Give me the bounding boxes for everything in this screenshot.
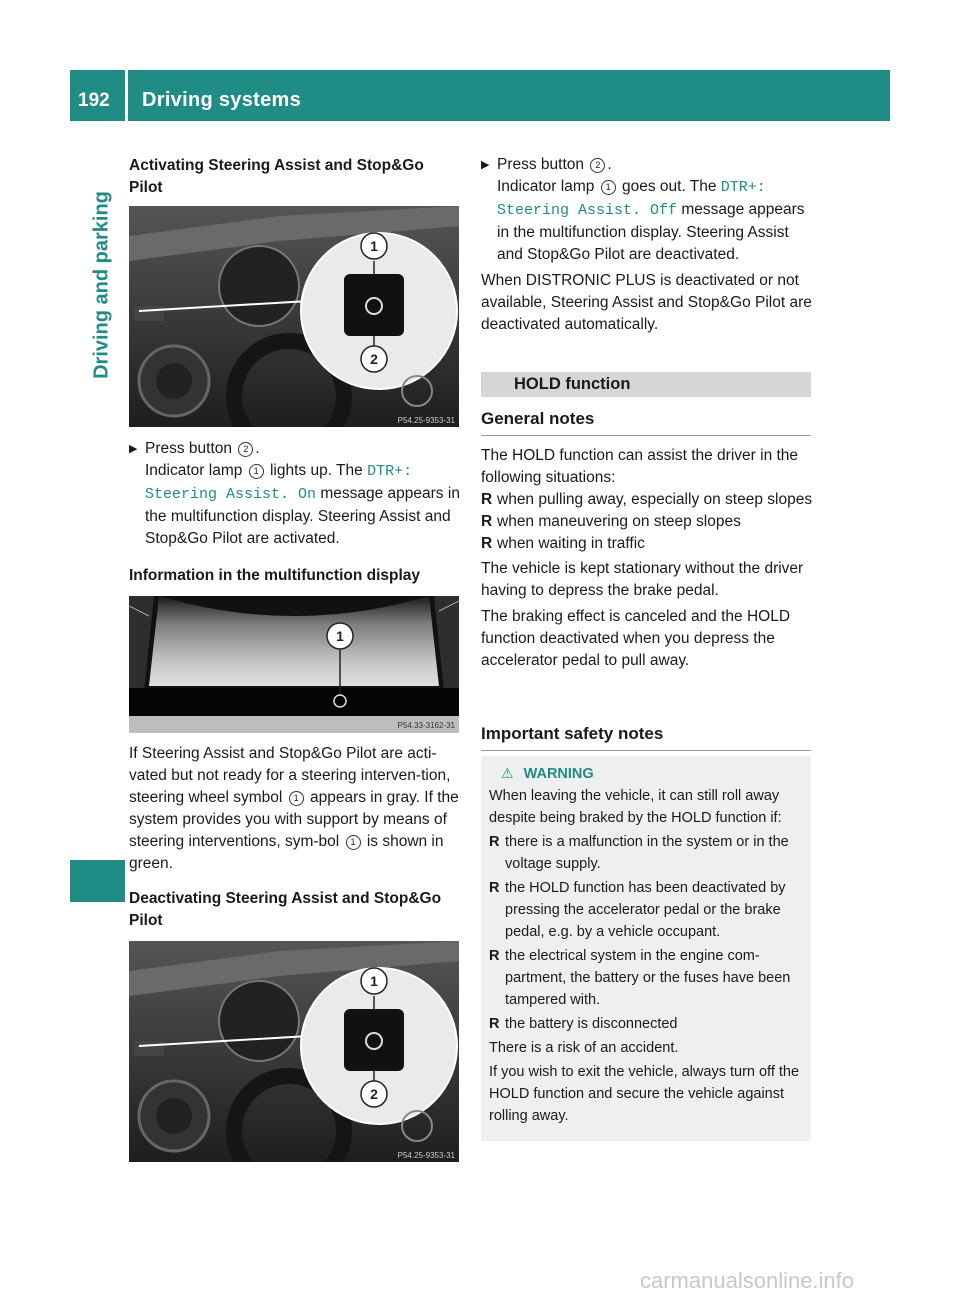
page-number: 192 <box>78 90 110 111</box>
heading-multifunction: Information in the multifunction display <box>129 567 421 584</box>
list-item: R the battery is disconnected <box>489 1016 678 1032</box>
list-item: R when waiting in traffic <box>481 535 645 552</box>
steering-assist-button <box>344 274 404 336</box>
warning-triangle-icon: ⚠ <box>501 765 514 781</box>
step-arrow-icon: ▶ <box>481 159 490 171</box>
display-message-cont: Steering Assist. Off <box>497 202 678 219</box>
figure-activating <box>129 206 459 427</box>
svg-text:1: 1 <box>336 628 344 644</box>
stationary-paragraph: The vehicle is kept stationary without the driver having to depress the brake pedal. <box>481 560 804 599</box>
subheading-safety-notes: Important safety notes <box>481 724 811 751</box>
list-item: R there is a malfunction in the system or in the voltage supply. <box>489 834 789 872</box>
svg-text:1: 1 <box>370 238 378 254</box>
display-message: DTR+: <box>720 179 766 196</box>
svg-text:1: 1 <box>370 973 378 989</box>
dashboard-illustration <box>129 206 459 427</box>
header-divider <box>125 70 128 121</box>
symbol-1b: 1 <box>346 835 361 850</box>
subheading-general-notes: General notes <box>481 409 811 436</box>
figure-code: P54.25-9353-31 <box>397 416 455 425</box>
warning-box <box>481 756 811 1141</box>
display-message-cont: Steering Assist. On <box>145 486 317 503</box>
list-item: R the HOLD function has been deactivated by pressing the accelerator pedal or the brake pedal, e.g. by a vehicle occupant. <box>489 880 786 940</box>
warning-title: WARNING <box>523 766 594 782</box>
display-illustration <box>129 596 459 733</box>
step-arrow-icon: ▶ <box>129 443 138 455</box>
deactivate-step: ▶ Press button 2 . Indicator lamp 1 goes out. The DTR+: Steering Assist. Off message appears in the multifunction display. Steering Assist and Stop&Go Pilot are deactivated. <box>481 156 805 263</box>
button-2-symbol: 2 <box>590 158 605 173</box>
activate-step: ▶ Press button 2 . Indicator lamp 1 lights up. The DTR+: Steering Assist. On message appears in the multifunction display. Steering Assist and Stop&Go Pilot are activated. <box>129 440 460 547</box>
hold-intro: The HOLD function can assist the driver in the following situations: <box>481 447 799 486</box>
lamp-1-symbol: 1 <box>249 464 264 479</box>
display-message: DTR+: <box>367 463 413 480</box>
svg-text:2: 2 <box>370 1086 378 1102</box>
figure-code: P54.25-9353-31 <box>397 1151 455 1160</box>
lamp-1-symbol: 1 <box>601 180 616 195</box>
figure-multifunction-display <box>129 596 459 733</box>
watermark: carmanualsonline.info <box>640 1268 855 1293</box>
side-marker-block <box>70 860 125 902</box>
list-item: R the electrical system in the engine com-partment, the battery or the fuses have been tampered with. <box>489 948 791 1008</box>
dashboard-illustration-2 <box>129 941 459 1162</box>
left-column <box>129 155 459 199</box>
list-item: R when pulling away, especially on steep slopes <box>481 491 813 508</box>
figure-deactivating <box>129 941 459 1162</box>
steering-assist-button <box>344 1009 404 1071</box>
chapter-label: Driving and parking <box>90 191 113 379</box>
warning-intro: When leaving the vehicle, it can still roll away despite being braked by the HOLD function if: <box>489 788 782 826</box>
section-heading-hold: HOLD function <box>481 372 811 397</box>
list-item: R when maneuvering on steep slopes <box>481 513 741 530</box>
info-paragraph: If Steering Assist and Stop&Go Pilot are acti-vated but not ready for a steering interven-tion, steering wheel symbol 1 appears in gray. If the system provides you with support by means of steering interventions, sym-bol 1 is shown in green. <box>129 745 459 872</box>
figure-code: P54.33-3162-31 <box>397 721 455 730</box>
warning-risk: There is a risk of an accident. <box>489 1040 679 1056</box>
symbol-1: 1 <box>289 791 304 806</box>
svg-text:2: 2 <box>370 351 378 367</box>
braking-paragraph: The braking effect is canceled and the HOLD function deactivated when you depress the accelerator pedal to pull away. <box>481 608 791 669</box>
page-title: Driving systems <box>142 89 302 111</box>
heading-activating: Activating Steering Assist and Stop&Go Pilot <box>129 157 424 196</box>
heading-deactivating: Deactivating Steering Assist and Stop&Go Pilot <box>129 890 442 929</box>
button-2-symbol: 2 <box>238 442 253 457</box>
chapter-side-tab <box>82 150 122 420</box>
auto-deactivate-paragraph: When DISTRONIC PLUS is deactivated or not available, Steering Assist and Stop&Go Pilot are deactivated automatically. <box>481 272 812 333</box>
warning-advice: If you wish to exit the vehicle, always turn off the HOLD function and secure the vehicle against rolling away. <box>489 1064 800 1124</box>
general-notes-body <box>481 445 813 672</box>
